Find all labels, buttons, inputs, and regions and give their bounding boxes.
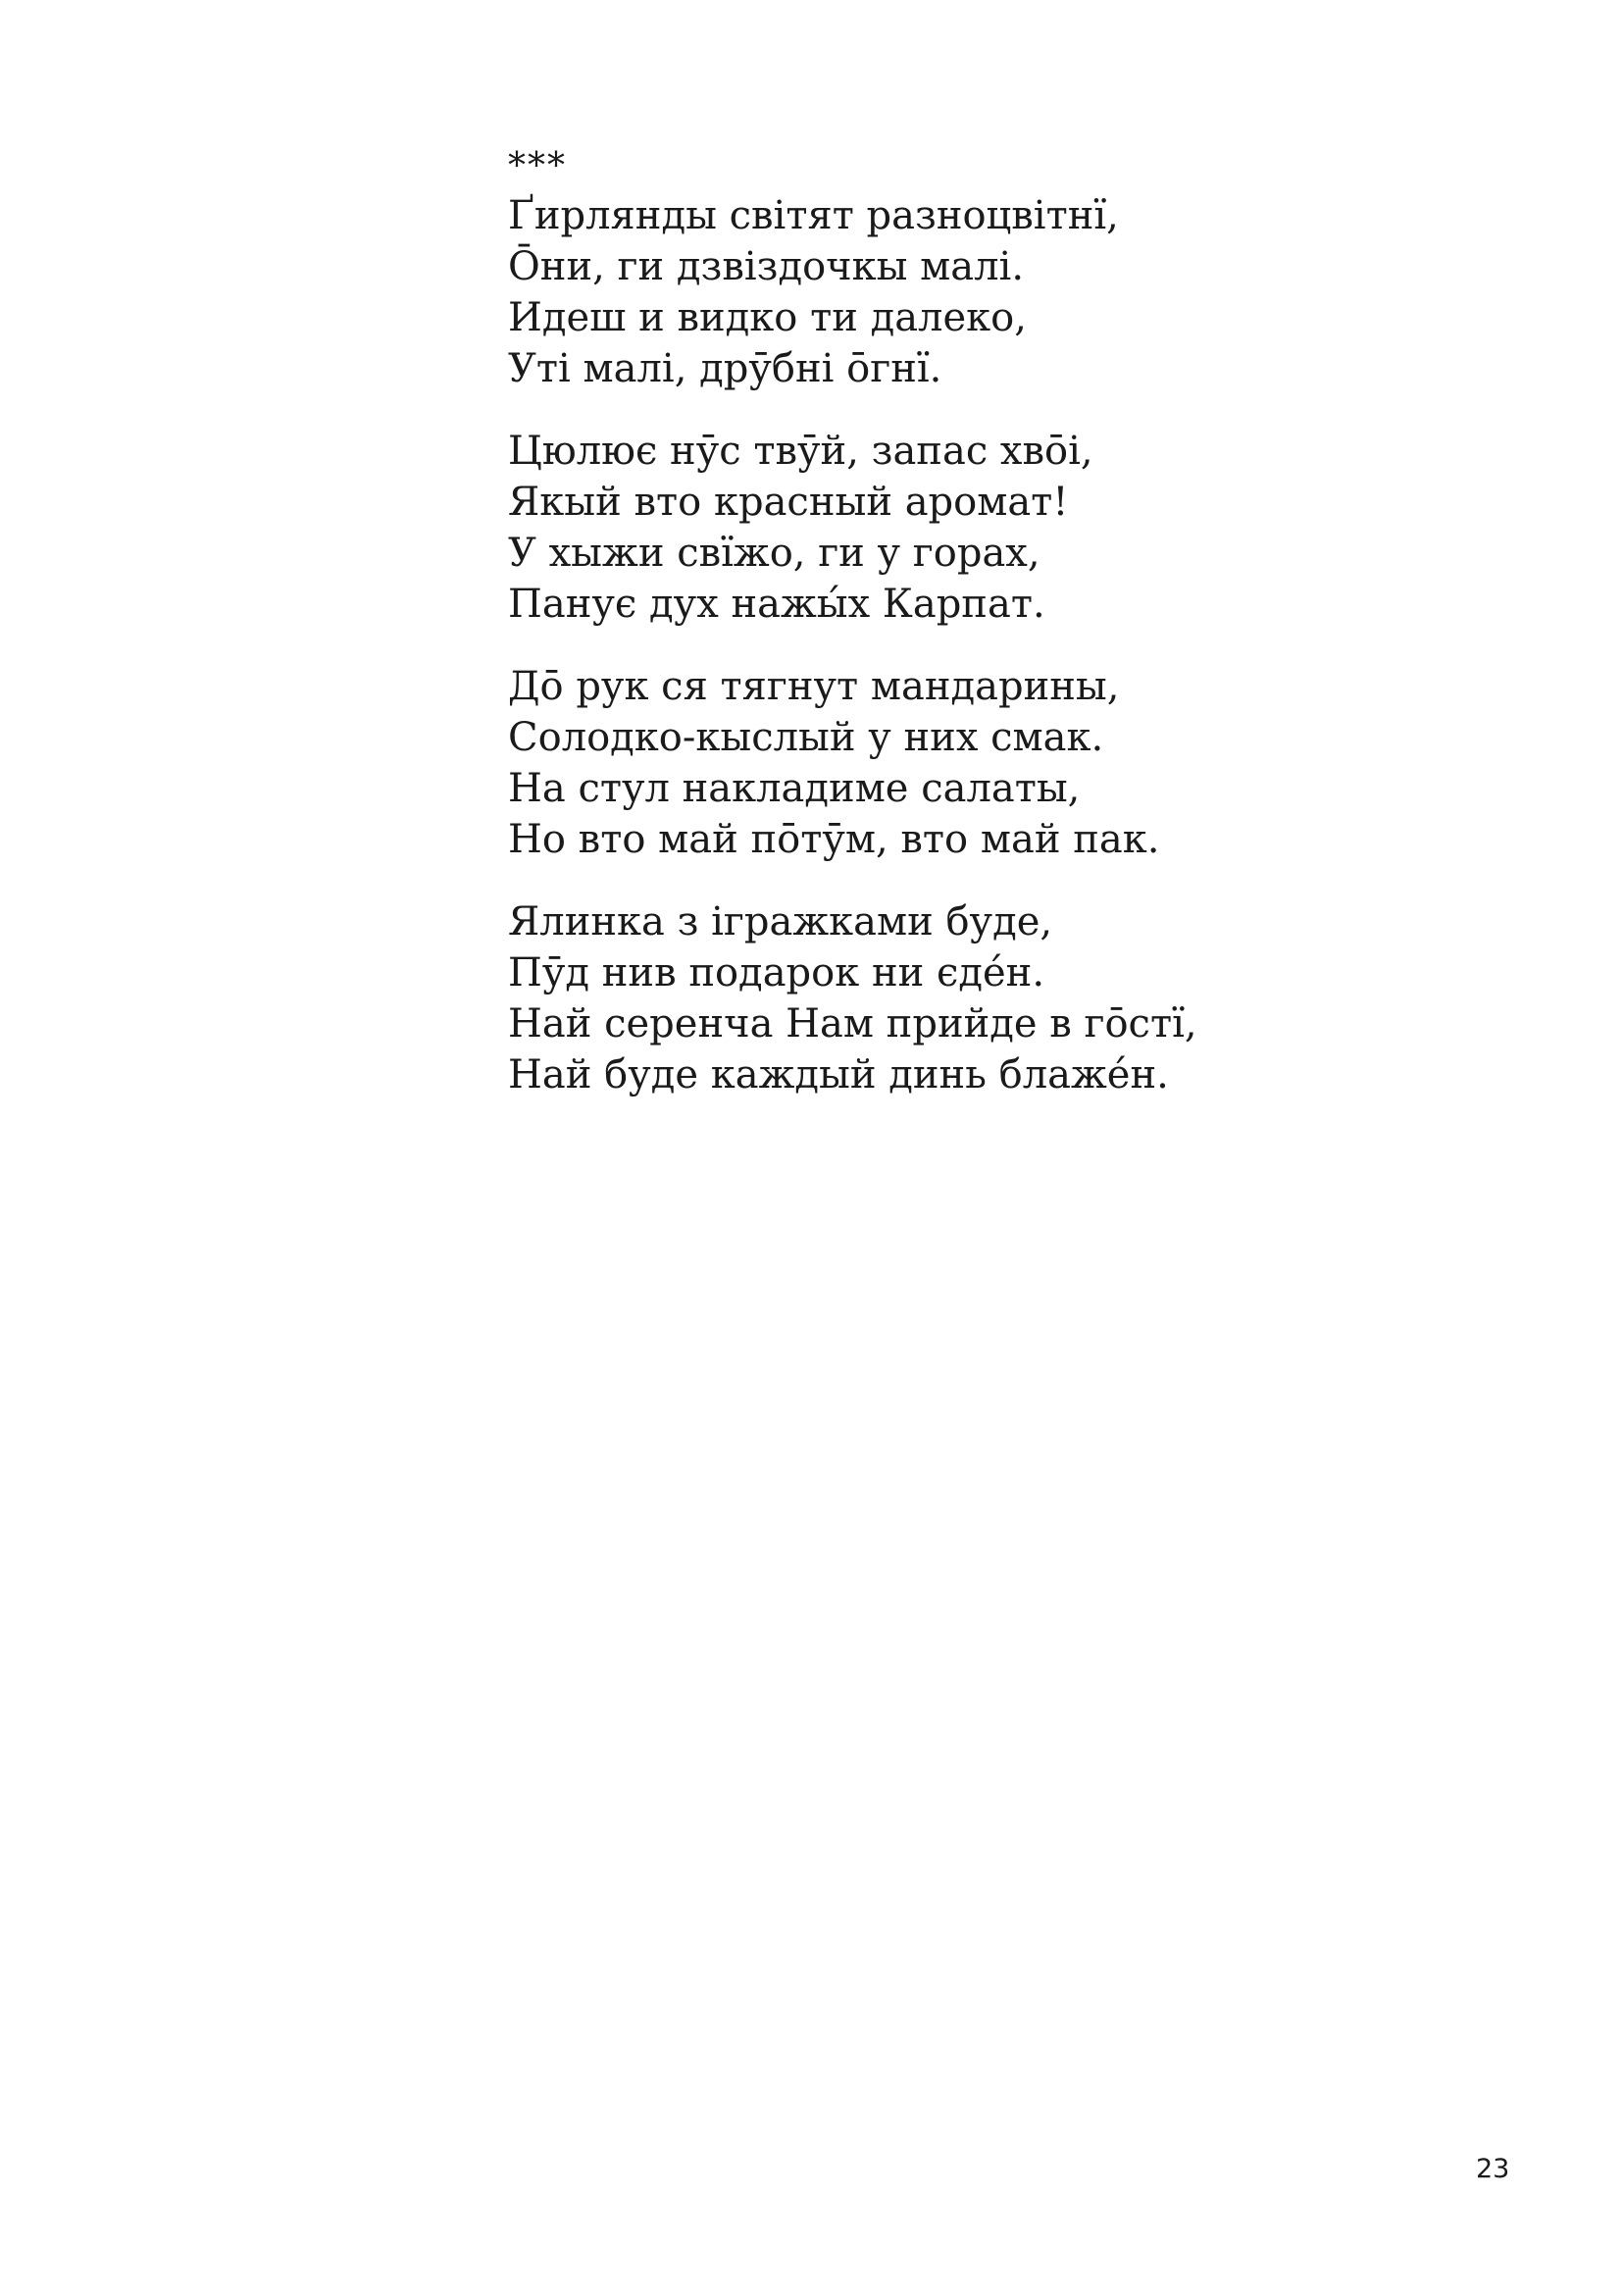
- poem-line: Най серенча Нам прийде в гōстї,: [508, 1001, 1197, 1046]
- poem-line: Най буде каждый динь блаже́н.: [508, 1052, 1169, 1097]
- poem-line: Ґирлянды світят разноцвітнї,: [508, 193, 1119, 238]
- poem-line: Якый вто красный аромат!: [508, 480, 1069, 525]
- poem-line: Пӯд нив подарок ни єде́н.: [508, 950, 1045, 995]
- stanza-4: [508, 896, 1391, 1100]
- stanza-1: [508, 190, 1391, 394]
- poem-line: Но вто май пōтӯм, вто май пак.: [508, 817, 1160, 862]
- poem-line: У хыжи свїжо, ги у горах,: [508, 531, 1040, 576]
- poem-line: Солодко-кыслый у них смак.: [508, 715, 1104, 760]
- poem-line: Цюлює нӯс твӯй, запас хвōі,: [508, 429, 1093, 474]
- poem-line: Дō рук ся тягнут мандарины,: [508, 664, 1120, 709]
- stanza-3: [508, 661, 1391, 865]
- poem-line: Идеш и видко ти далеко,: [508, 295, 1027, 340]
- poem-line: На стул накладиме салаты,: [508, 766, 1081, 811]
- stanza-2: [508, 426, 1391, 630]
- poem-line: Ялинка з ігражками буде,: [508, 899, 1053, 944]
- page-number: 23: [1476, 2154, 1510, 2184]
- poem: [508, 145, 1391, 1132]
- section-divider: ***: [508, 146, 567, 186]
- poem-line: Панує дух нажы́х Карпат.: [508, 582, 1045, 627]
- poem-line: Уті малі, дрӯбні ōгнї.: [508, 346, 942, 391]
- poem-line: Ōни, ги дзвіздочкы малі.: [508, 244, 1025, 289]
